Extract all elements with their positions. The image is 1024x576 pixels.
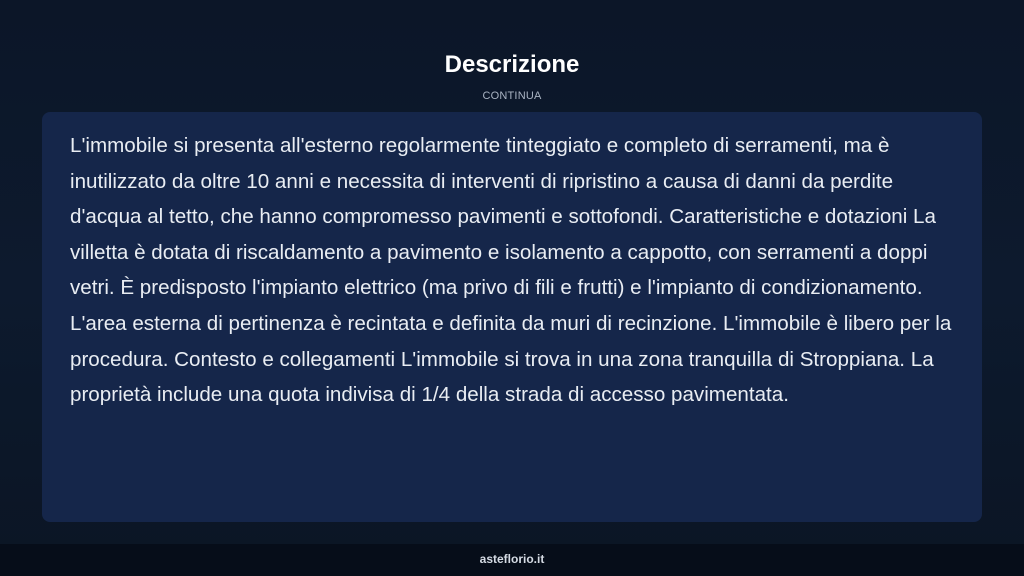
- continue-label: CONTINUA: [482, 90, 542, 102]
- footer-site-label: asteflorio.it: [479, 552, 545, 566]
- description-card: [42, 112, 982, 522]
- page-title: Descrizione: [444, 51, 580, 78]
- description-text: L'immobile si presenta all'esterno regolarmente tinteggiato e completo di serramenti, ma è inutilizzato da oltre 10 anni e necessita di interventi di ripristino a causa di danni da perdite d'acqua al tetto, che hanno compromesso pavimenti e sottofondi. Caratteristiche e dotazioni La villetta è dotata di riscaldamento a pavimento e isolamento a cappotto, con serramenti a doppi vetri. È predisposto l'impianto elettrico (ma privo di fili e frutti) e l'impianto di condizionamento. L'area esterna di pertinenza è recintata e definita da muri di recinzione. L'immobile è libero per la procedura. Contesto e collegamenti L'immobile si trova in una zona tranquilla di Stroppiana. La proprietà include una quota indivisa di 1/4 della strada di accesso pavimentata.: [70, 134, 952, 407]
- footer-bar: [0, 544, 1024, 576]
